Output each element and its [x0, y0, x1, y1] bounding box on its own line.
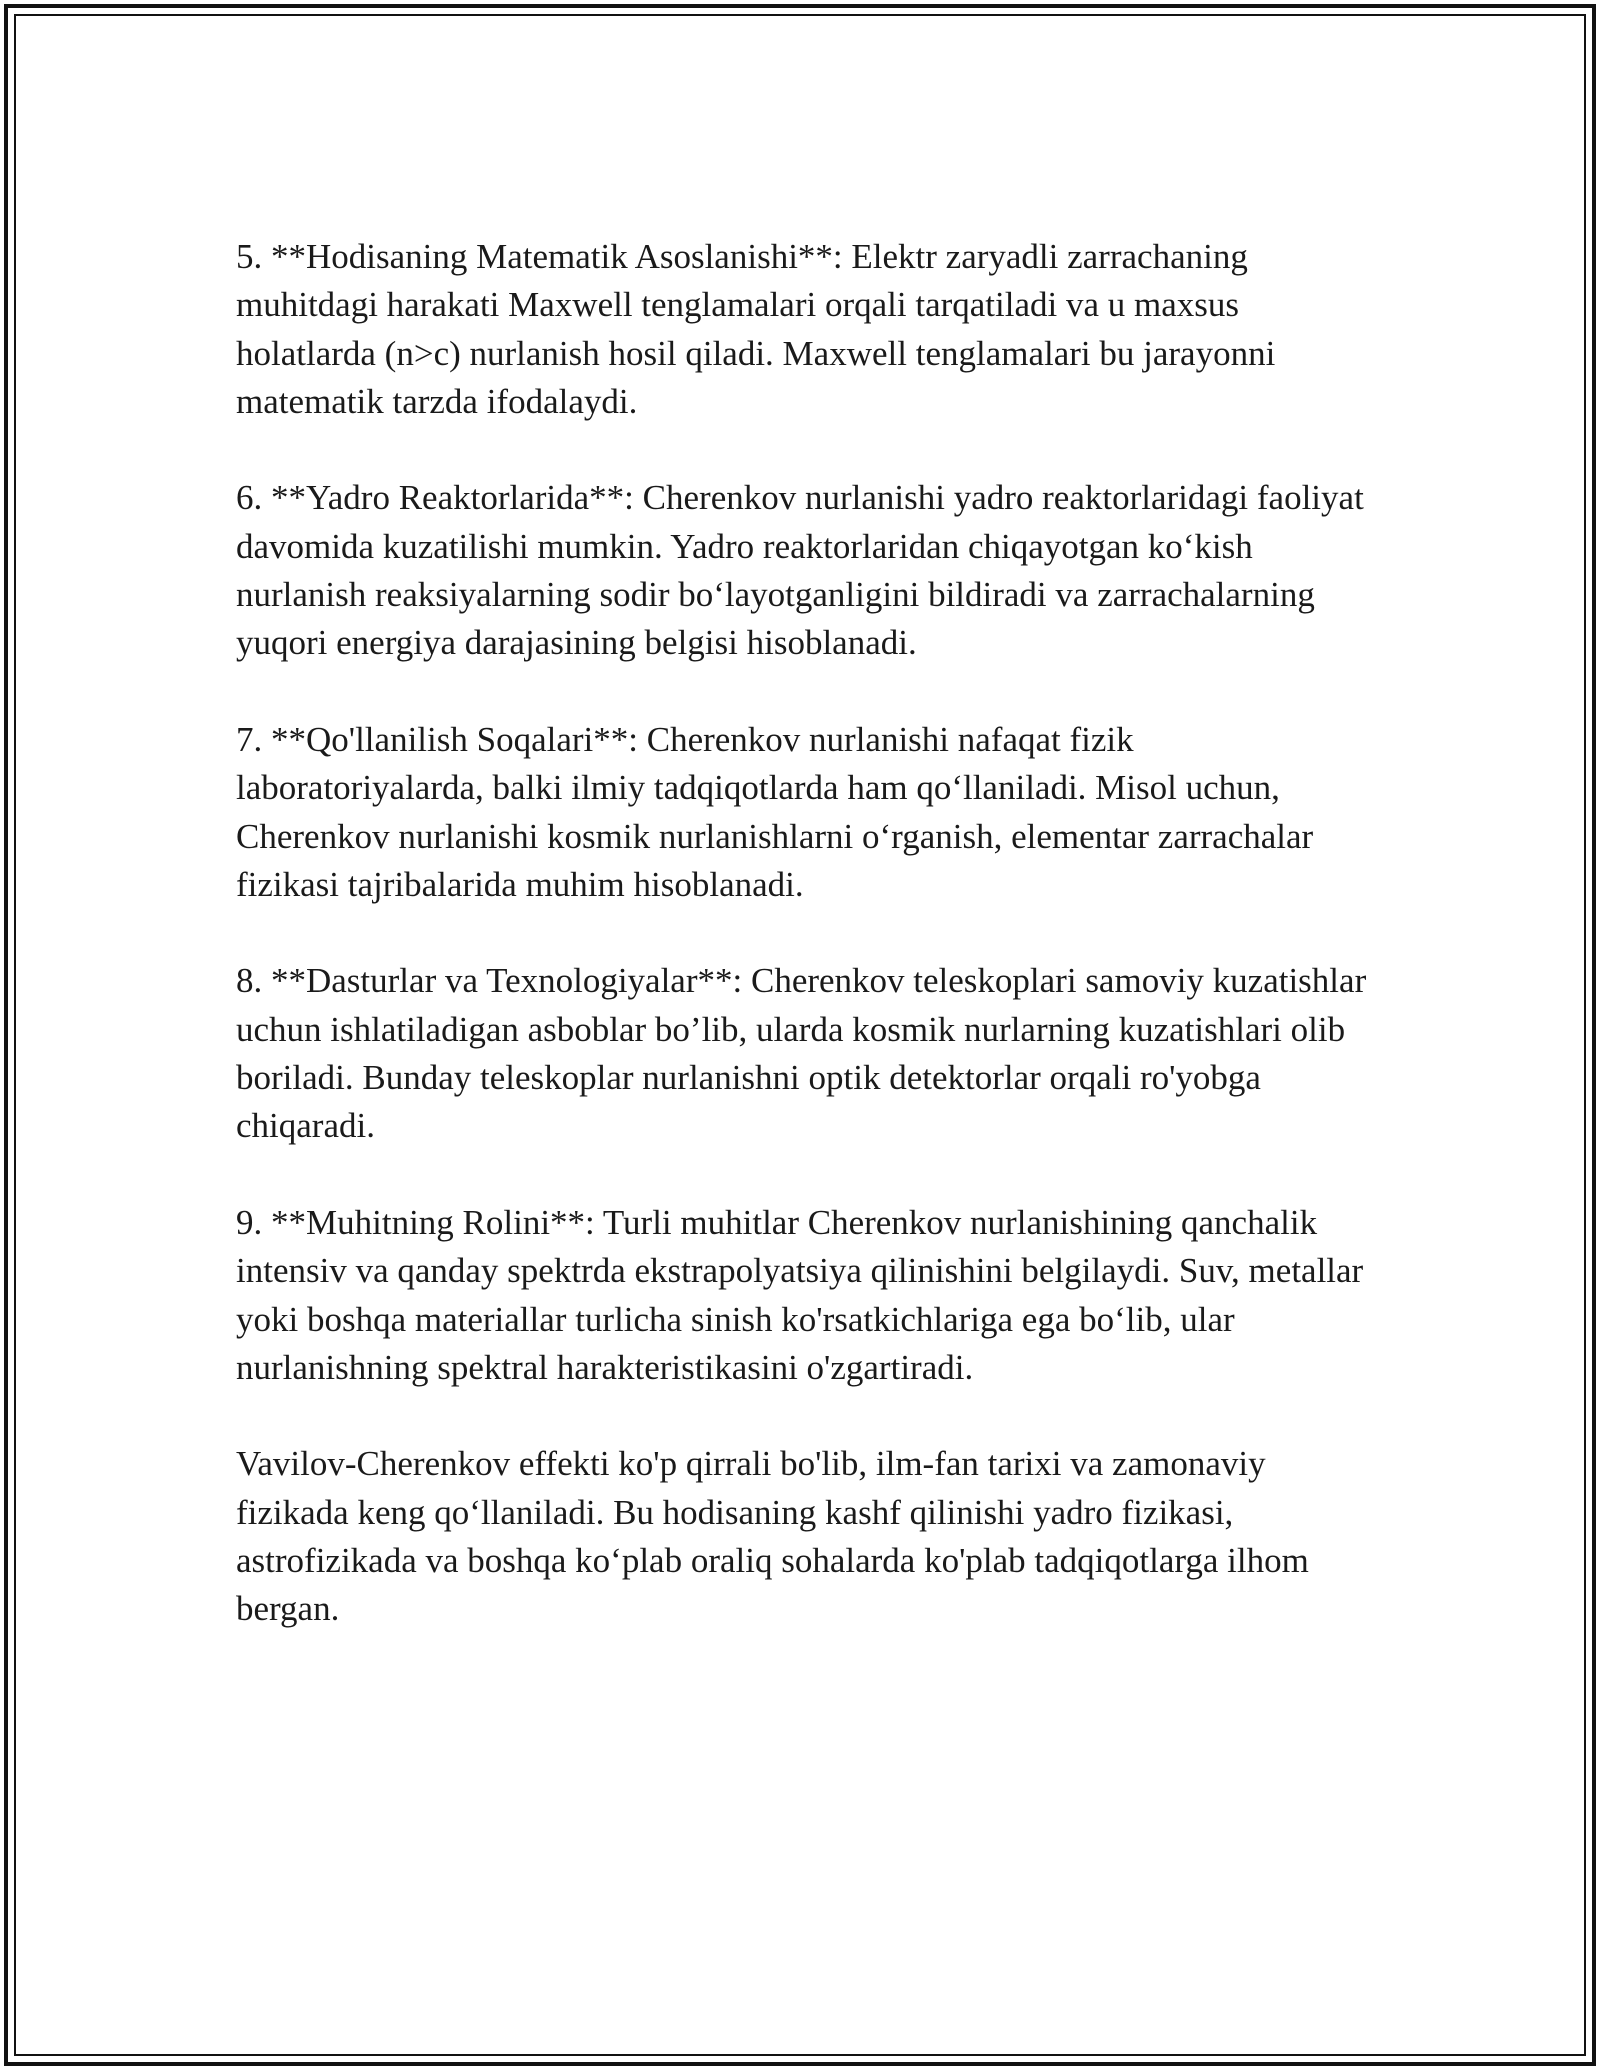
- paragraph-item-8: 8. **Dasturlar va Texnologiyalar**: Cherenkov teleskoplari samoviy kuzatishlar uchun ishlatiladigan asboblar bo’lib, ularda kosmik nurlarning kuzatishlari olib boriladi. Bunday teleskoplar nurlanishni optik detektorlar orqali ro'yobga chiqaradi.: [236, 961, 1367, 1146]
- paragraph-item-7: 7. **Qo'llanilish Soqalari**: Cherenkov nurlanishi nafaqat fizik laboratoriyalarda, balki ilmiy tadqiqotlarda ham qo‘llaniladi. Misol uchun, Cherenkov nurlanishi kosmik nurlanishlarni o‘rganish, elementar zarrachalar fizikasi tajribalarida muhim hisoblanadi.: [236, 719, 1314, 904]
- paragraph-item-5: 5. **Hodisaning Matematik Asoslanishi**: Elektr zaryadli zarrachaning muhitdagi harakati Maxwell tenglamalari orqali tarqatiladi va u maxsus holatlarda (n>c) nurlanish hosil qiladi. Maxwell tenglamalari bu jarayonni matematik tarzda ifodalaydi.: [236, 237, 1276, 421]
- paragraph-item-9: 9. **Muhitning Rolini**: Turli muhitlar Cherenkov nurlanishining qanchalik intensiv va qanday spektrda ekstrapolyatsiya qilinishini belgilaydi. Suv, metallar yoki boshqa materiallar turlicha sinish ko'rsatkichlariga ega bo‘lib, ular nurlanishning spektral harakteristikasini o'zgartiradi.: [236, 1202, 1364, 1387]
- paragraph-item-6: 6. **Yadro Reaktorlarida**: Cherenkov nurlanishi yadro reaktorlaridagi faoliyat davomida kuzatilishi mumkin. Yadro reaktorlaridan chiqayotgan ko‘kish nurlanish reaksiyalarning sodir bo‘layotganligini bildiradi va zarrachalarning yuqori energiya darajasining belgisi hisoblanadi.: [236, 478, 1364, 663]
- document-body: [236, 233, 1386, 1634]
- paragraph-conclusion: Vavilov-Cherenkov effekti ko'p qirrali bo'lib, ilm-fan tarixi va zamonaviy fizikada keng qo‘llaniladi. Bu hodisaning kashf qilinishi yadro fizikasi, astrofizikada va boshqa ko‘plab oraliq sohalarda ko'plab tadqiqotlarga ilhom bergan.: [236, 1444, 1309, 1629]
